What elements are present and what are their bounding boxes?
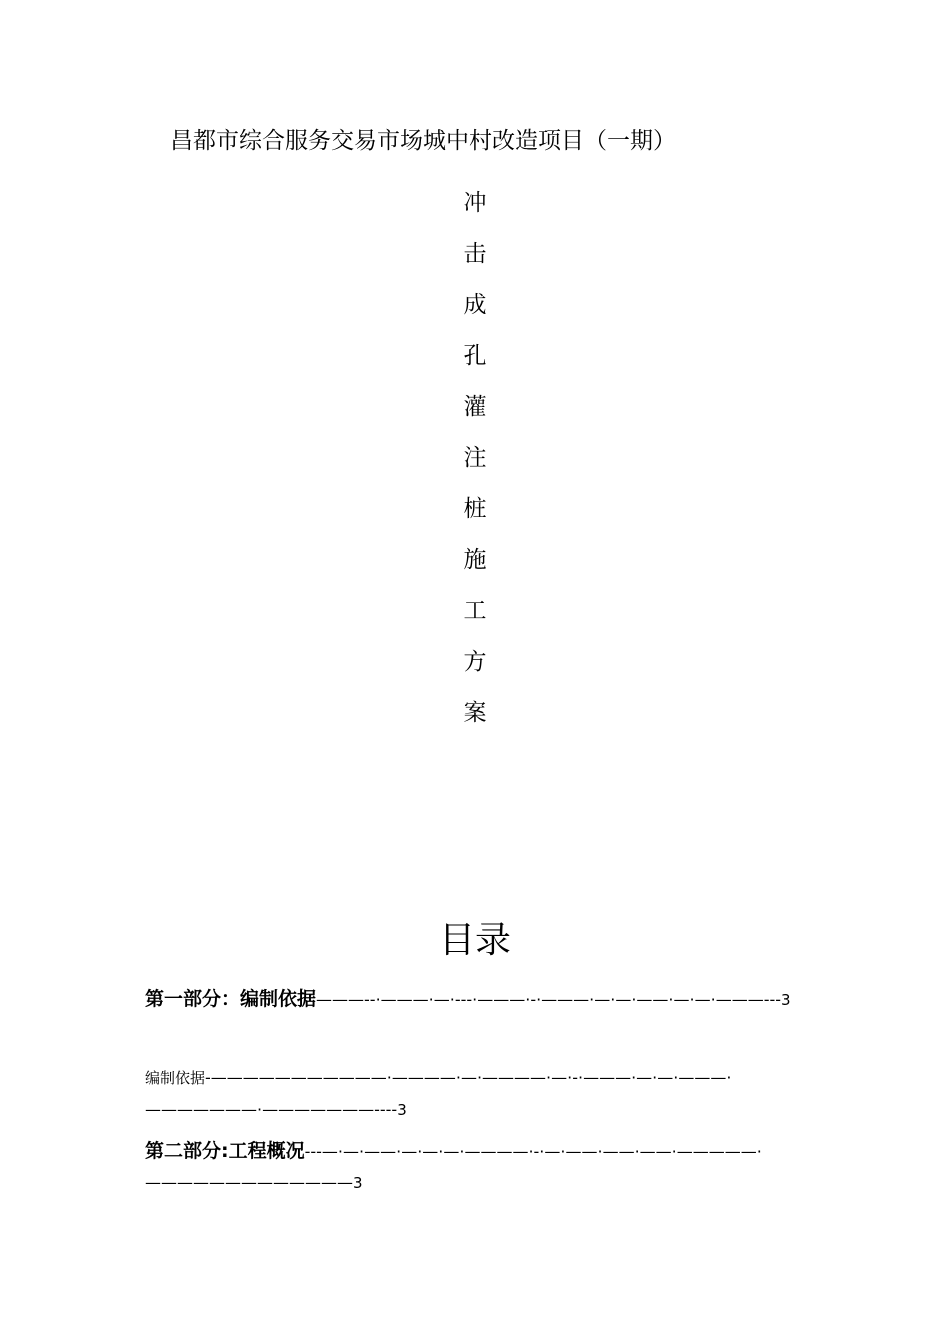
toc-entry[interactable] bbox=[145, 984, 795, 1015]
plan-title-vertical bbox=[458, 182, 492, 743]
title-char: 击 bbox=[463, 241, 487, 267]
title-char: 成 bbox=[463, 292, 487, 318]
toc-leader: ---—·—·——·—·—·—·————·-·—·——·——·——·—————·————————————— bbox=[145, 1142, 762, 1192]
title-char: 案 bbox=[463, 700, 487, 726]
toc-leader: ———--·———·—·---·———·-·———·—·—·——·—·—·———--- bbox=[316, 990, 782, 1009]
toc-page-number: 3 bbox=[353, 1174, 363, 1192]
toc-entry-label: 第二部分:工程概况 bbox=[145, 1140, 305, 1162]
title-char: 方 bbox=[463, 649, 487, 675]
toc-page-number: 3 bbox=[397, 1101, 407, 1119]
toc-heading: 目录 bbox=[438, 920, 511, 961]
toc-entry-label: 编制依据 bbox=[145, 1069, 206, 1087]
toc-entry-label: 第一部分：编制依据 bbox=[145, 988, 317, 1010]
toc-entry[interactable] bbox=[145, 1136, 795, 1198]
title-char: 桩 bbox=[463, 496, 487, 522]
title-char: 注 bbox=[463, 445, 487, 471]
toc-leader: -———————————·————·—·————·—·-·———·—·—·———·———————·———————---- bbox=[145, 1068, 732, 1119]
project-title: 昌都市综合服务交易市场城中村改造项目（一期） bbox=[170, 128, 676, 154]
title-char: 工 bbox=[463, 598, 487, 624]
toc-entry[interactable] bbox=[145, 1062, 795, 1126]
toc-page-number: 3 bbox=[781, 991, 791, 1009]
title-char: 冲 bbox=[463, 190, 487, 216]
title-char: 孔 bbox=[463, 343, 487, 369]
title-char: 施 bbox=[463, 547, 487, 573]
title-char: 灌 bbox=[463, 394, 487, 420]
